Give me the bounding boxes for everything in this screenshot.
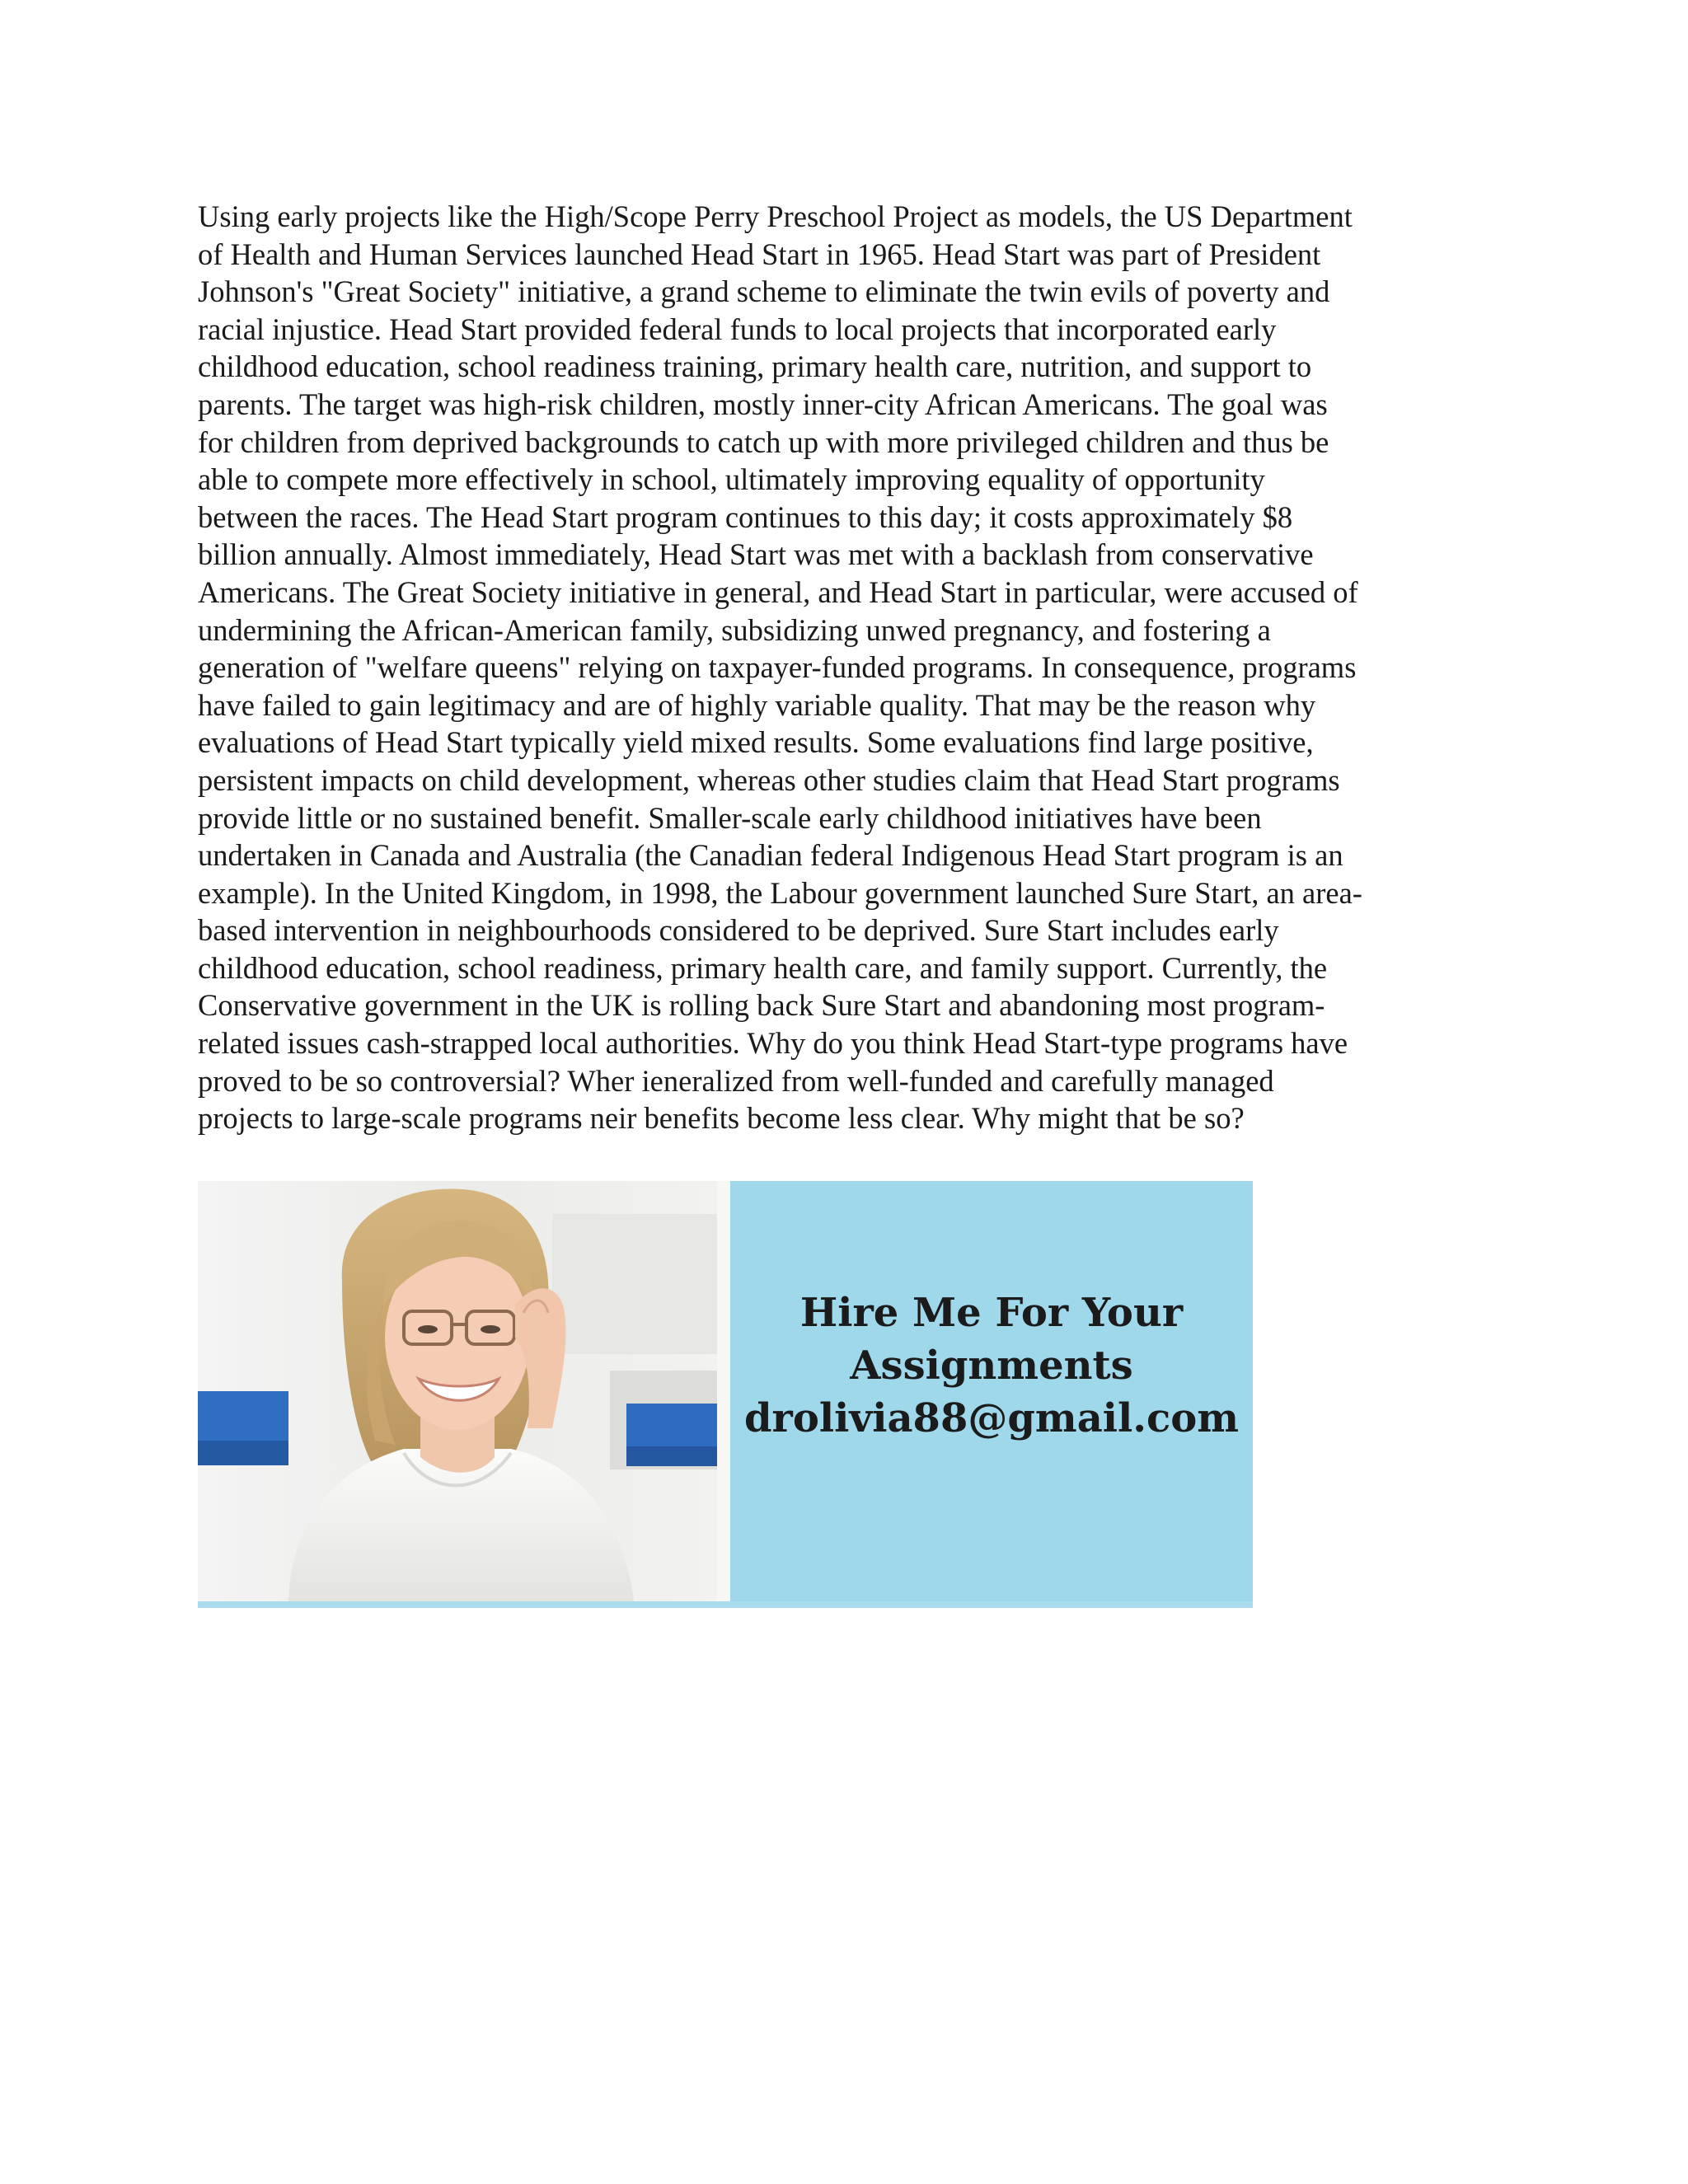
ad-banner (198, 1181, 1253, 1608)
ad-text-panel (730, 1181, 1253, 1608)
ad-email: drolivia88@gmail.com (743, 1395, 1240, 1441)
ad-bottom-strip (198, 1601, 1253, 1608)
body-paragraph: Using early projects like the High/Scope Perry Preschool Project as models, the US Department of Health and Human Services launched Head Start in 1965. Head Start was part of President Johnson's "Great Society" initiative, a grand scheme to eliminate the twin evils of poverty and racial injustice. Head Start provided federal funds to local projects that incorporated early childhood education, school readiness training, primary health care, nutrition, and support to parents. The target was high-risk children, mostly inner-city African Americans. The goal was for children from deprived backgrounds to catch up with more privileged children and thus be able to compete more effectively in school, ultimately improving equality of opportunity between the races. The Head Start program continues to this day; it costs approximately $8 billion annually. Almost immediately, Head Start was met with a backlash from conservative Americans. The Great Society initiative in general, and Head Start in particular, were accused of undermining the African-American family, subsidizing unwed pregnancy, and fostering a generation of "welfare queens" relying on taxpayer-funded programs. In consequence, programs have failed to gain legitimacy and are of highly variable quality. That may be the reason why evaluations of Head Start typically yield mixed results. Some evaluations find large positive, persistent impacts on child development, whereas other studies claim that Head Start programs provide little or no sustained benefit. Smaller-scale early childhood initiatives have been undertaken in Canada and Australia (the Canadian federal Indigenous Head Start program is an example). In the United Kingdom, in 1998, the Labour government launched Sure Start, an area- based intervention in neighbourhoods considered to be deprived. Sure Start includes early childhood education, school readiness, primary health care, and family support. Currently, the Conservative government in the UK is rolling back Sure Start and abandoning most program- related issues cash-strapped local authorities. Why do you think Head Start-type programs have proved to be so controversial? Wher ieneralized from well-funded and carefully managed projects to large-scale programs neir benefits become less clear. Why might that be so? (198, 199, 1362, 1136)
ad-headline: Hire Me For Your Assignments (799, 1290, 1184, 1389)
ad-photo-woman-with-glasses (198, 1181, 730, 1608)
